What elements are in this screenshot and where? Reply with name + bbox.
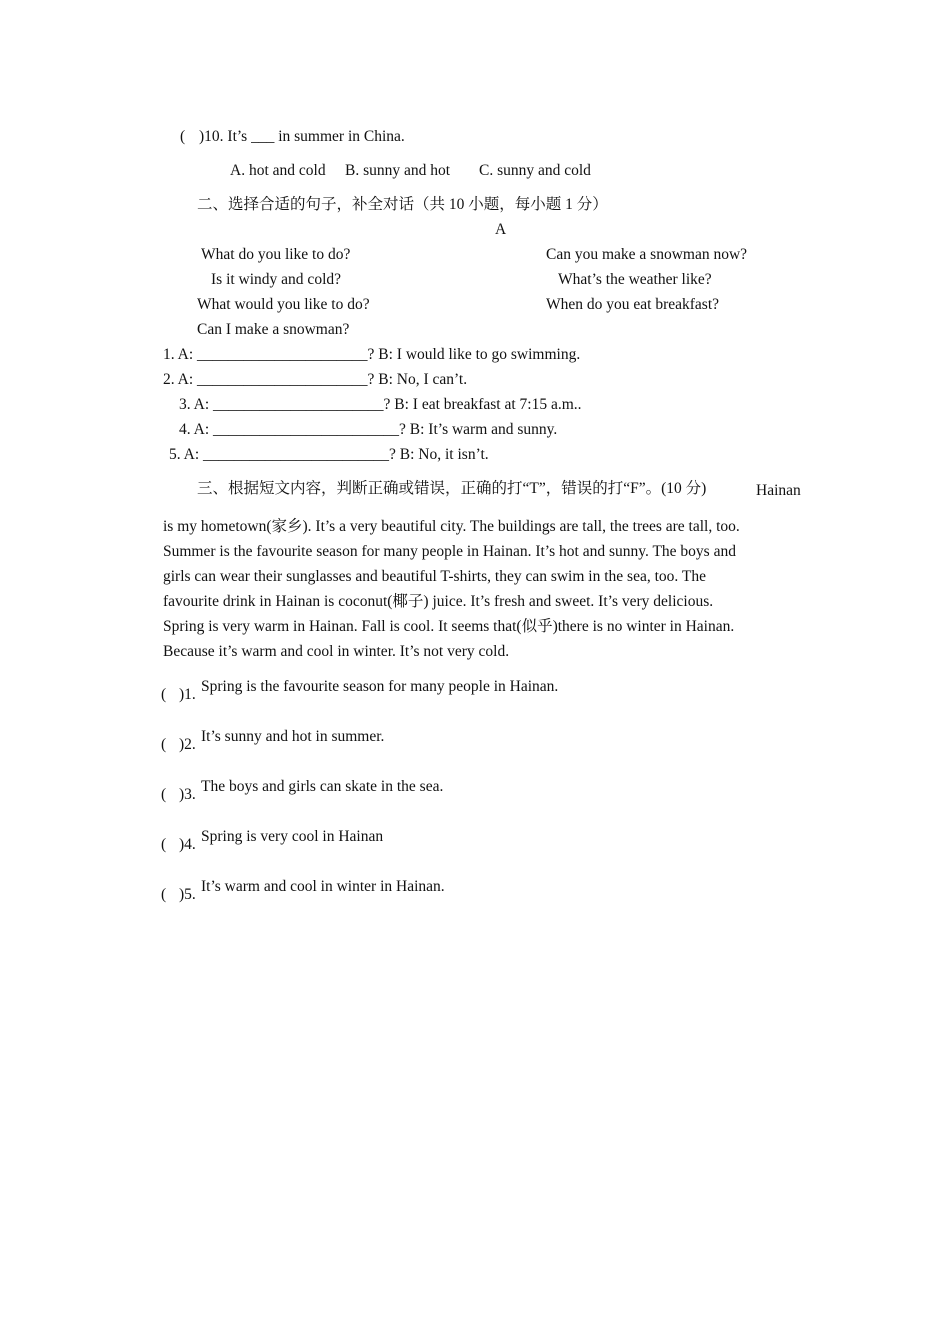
tf-number: )1. (179, 686, 196, 703)
q10-option-b: B. sunny and hot (345, 162, 451, 179)
dialog-2: 2. A: ______________________? B: No, I can’t. (163, 371, 468, 388)
passage-line: Spring is very warm in Hainan. Fall is cool. It seems that(似乎)there is no winter in Hainan. (163, 618, 735, 635)
passage-line: Because it’s warm and cool in winter. It’s not very cold. (163, 643, 510, 660)
dialog-3: 3. A: ______________________? B: I eat breakfast at 7:15 a.m.. (179, 396, 582, 413)
option-left-2: Is it windy and cold? (211, 271, 342, 288)
tf-paren: ( (161, 886, 167, 903)
dialog-4: 4. A: ________________________? B: It’s warm and sunny. (179, 421, 558, 438)
q10-question: )10. It’s ___ in summer in China. (199, 128, 405, 145)
tf-number: )3. (179, 786, 196, 803)
dialog-1: 1. A: ______________________? B: I would like to go swimming. (163, 346, 581, 363)
passage-line: Summer is the favourite season for many people in Hainan. It’s hot and sunny. The boys and (163, 543, 736, 560)
tf-number: )2. (179, 736, 196, 753)
q10-paren: ( (180, 128, 186, 145)
passage-first-word: Hainan (756, 482, 801, 499)
option-right-3: When do you eat breakfast? (546, 296, 720, 313)
tf-paren: ( (161, 736, 167, 753)
section2-heading: 二、选择合适的句子，补全对话（共 10 小题，每小题 1 分） (197, 196, 608, 213)
tf-statement: The boys and girls can skate in the sea. (201, 778, 444, 795)
passage-line: is my hometown(家乡). It’s a very beautiful city. The buildings are tall, the trees are tall, too. (163, 518, 740, 535)
section3-heading: 三、根据短文内容，判断正确或错误，正确的打“T”，错误的打“F”。(10 分) (197, 480, 707, 497)
q10-option-c: C. sunny and cold (479, 162, 591, 179)
option-left-4: Can I make a snowman? (197, 321, 350, 338)
reading-passage (163, 514, 803, 664)
dialog-5: 5. A: ________________________? B: No, it isn’t. (169, 446, 489, 463)
tf-number: )5. (179, 886, 196, 903)
tf-number: )4. (179, 836, 196, 853)
tf-statement: Spring is very cool in Hainan (201, 828, 384, 845)
tf-statement: It’s warm and cool in winter in Hainan. (201, 878, 445, 895)
option-left-1: What do you like to do? (201, 246, 351, 263)
tf-paren: ( (161, 686, 167, 703)
tf-paren: ( (161, 786, 167, 803)
option-right-2: What’s the weather like? (558, 271, 712, 288)
section2-group-label: A (495, 221, 507, 238)
tf-statement: Spring is the favourite season for many people in Hainan. (201, 678, 559, 695)
q10-option-a: A. hot and cold (230, 162, 326, 179)
passage-line: favourite drink in Hainan is coconut(椰子) juice. It’s fresh and sweet. It’s very delicious. (163, 593, 714, 610)
option-right-1: Can you make a snowman now? (546, 246, 748, 263)
tf-statement: It’s sunny and hot in summer. (201, 728, 385, 745)
option-left-3: What would you like to do? (197, 296, 370, 313)
passage-line: girls can wear their sunglasses and beautiful T-shirts, they can swim in the sea, too. The (163, 568, 706, 585)
tf-paren: ( (161, 836, 167, 853)
